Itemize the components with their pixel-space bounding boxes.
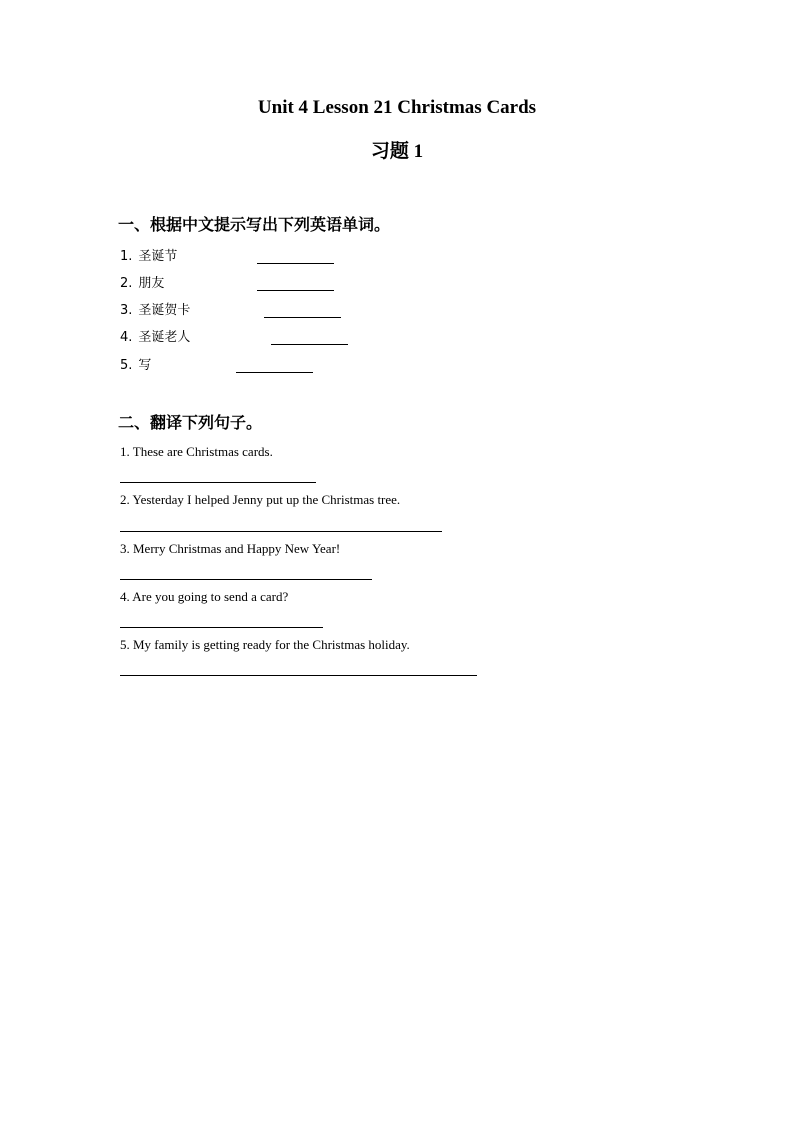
vocab-item-2 [120,275,164,293]
worksheet-title: Unit 4 Lesson 21 Christmas Cards [257,97,537,118]
vocab-item-number: 3. [120,303,133,318]
vocab-item-text: 圣诞老人 [138,330,191,345]
vocab-answer-blank-5[interactable] [236,372,313,373]
translation-sentence-1: 1. These are Christmas cards. [120,444,273,459]
vocab-item-text: 圣诞贺卡 [138,303,191,318]
translation-answer-line-2[interactable] [120,531,442,532]
section-2-heading: 二、翻译下列句子。 [118,413,263,432]
translation-answer-line-5[interactable] [120,675,477,676]
translation-sentence-5: 5. My family is getting ready for the Christmas holiday. [120,637,410,652]
vocab-item-4 [120,329,190,347]
vocab-answer-blank-2[interactable] [257,290,334,291]
translation-answer-line-4[interactable] [120,627,323,628]
section-1-heading: 一、根据中文提示写出下列英语单词。 [118,215,391,234]
translation-sentence-2: 2. Yesterday I helped Jenny put up the Christmas tree. [120,492,401,507]
vocab-item-text: 写 [138,358,152,373]
translation-sentence-4: 4. Are you going to send a card? [120,589,289,604]
vocab-item-5 [120,357,151,375]
vocab-item-number: 5. [120,358,133,373]
vocab-item-number: 2. [120,276,133,291]
vocab-item-3 [120,302,190,320]
vocab-item-1 [120,248,177,266]
translation-sentence-3: 3. Merry Christmas and Happy New Year! [120,541,341,556]
vocab-item-text: 朋友 [138,276,165,291]
vocab-answer-blank-1[interactable] [257,263,334,264]
vocab-item-number: 4. [120,330,133,345]
vocab-answer-blank-3[interactable] [264,317,341,318]
translation-answer-line-1[interactable] [120,482,316,483]
vocab-answer-blank-4[interactable] [271,344,348,345]
worksheet-subtitle: 习题 1 [370,141,424,162]
vocab-item-number: 1. [120,249,133,264]
vocab-item-text: 圣诞节 [138,249,178,264]
translation-answer-line-3[interactable] [120,579,372,580]
